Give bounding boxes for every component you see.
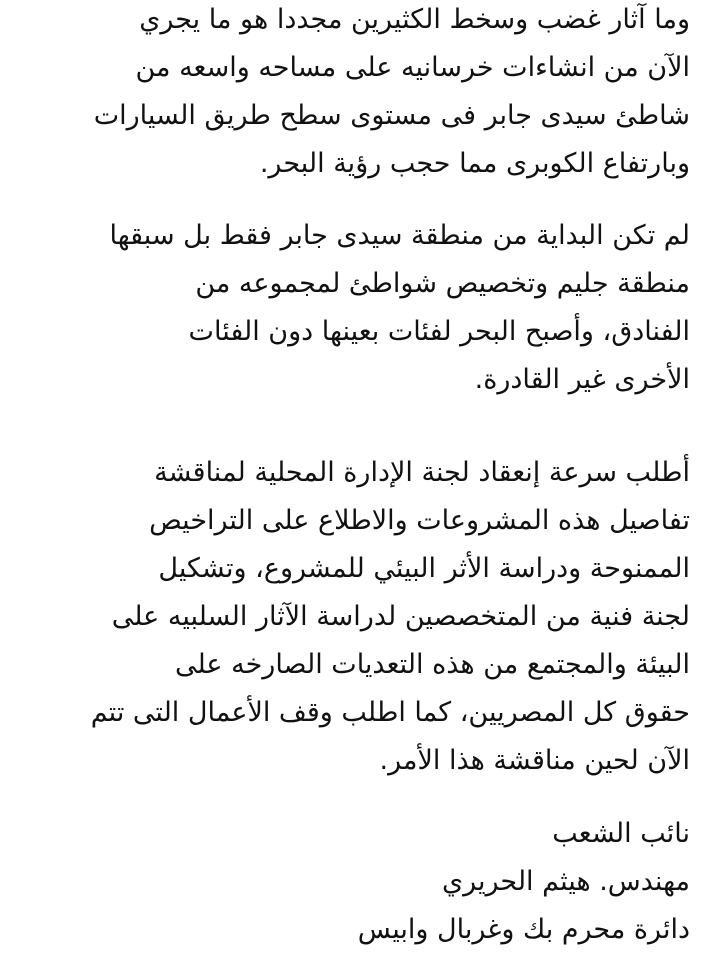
paragraph-construction xyxy=(18,0,690,188)
signature-name: مهندس. هيثم الحريري xyxy=(441,866,690,897)
paragraph-history xyxy=(18,212,690,404)
text-line: شاطئ سيدى جابر فى مستوى سطح طريق السيارات xyxy=(93,100,690,131)
paragraph-request xyxy=(18,449,690,785)
text-line: أطلب سرعة إنعقاد لجنة الإدارة المحلية لمناقشة xyxy=(154,457,690,488)
signature-block xyxy=(18,810,690,954)
text-line: حقوق كل المصريين، كما اطلب وقف الأعمال التى تتم xyxy=(90,697,690,728)
signature-district: دائرة محرم بك وغربال وابيس xyxy=(357,914,690,945)
signature-role: نائب الشعب xyxy=(552,818,690,849)
text-line: الأخرى غير القادرة. xyxy=(474,364,690,395)
text-line: الآن من انشاءات خرسانيه على مساحه واسعه من xyxy=(135,52,690,83)
text-line: الآن لحين مناقشة هذا الأمر. xyxy=(379,745,690,776)
text-line: البيئة والمجتمع من هذه التعديات الصارخه على xyxy=(174,649,690,680)
text-line: لجنة فنية من المتخصصين لدراسة الآثار السلبيه على xyxy=(111,601,690,632)
text-line: منطقة جليم وتخصيص شواطئ لمجموعه من xyxy=(195,268,690,299)
text-line: تفاصيل هذه المشروعات والاطلاع على التراخيص xyxy=(149,505,690,536)
text-line: لم تكن البداية من منطقة سيدى جابر فقط بل سبقها xyxy=(109,220,690,251)
text-line: الممنوحة ودراسة الأثر البيئي للمشروع، وتشكيل xyxy=(158,553,690,584)
text-line: وبارتفاع الكوبرى مما حجب رؤية البحر. xyxy=(259,148,690,179)
text-line: الفنادق، وأصبح البحر لفئات بعينها دون الفئات xyxy=(188,316,690,347)
text-line: وما آثار غضب وسخط الكثيرين مجددا هو ما يجري xyxy=(139,4,690,35)
